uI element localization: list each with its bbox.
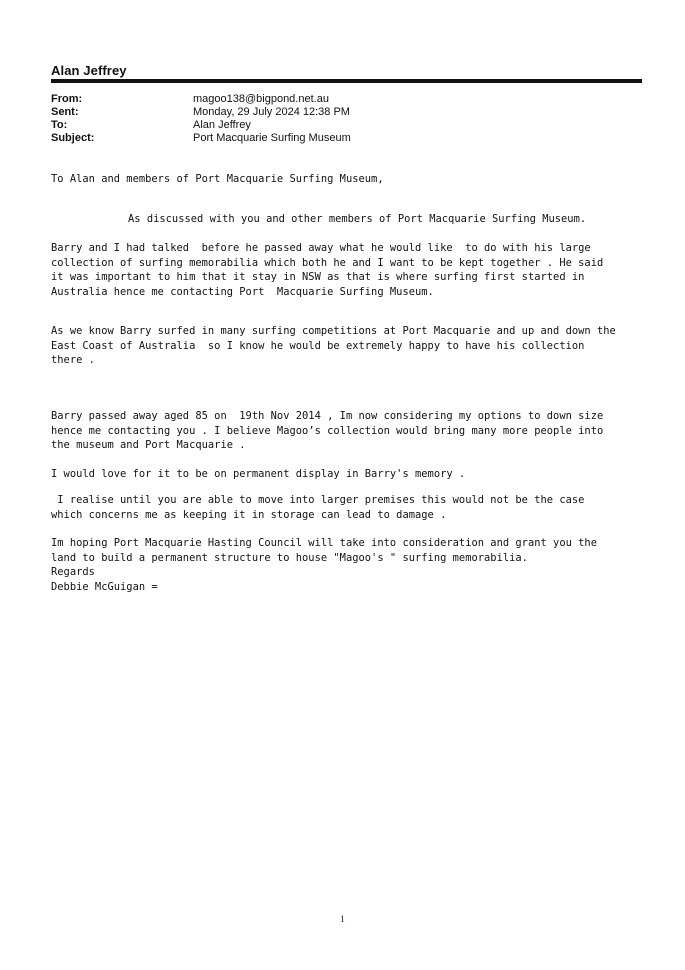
from-label: From: <box>51 93 83 105</box>
header-divider <box>51 79 642 83</box>
from-value: magoo138@bigpond.net.au <box>193 93 329 105</box>
mailbox-owner-name: Alan Jeffrey <box>51 63 127 78</box>
email-paragraph-3: As we know Barry surfed in many surfing competitions at Port Macquarie and up and down the East Coast of Australia so I know he would be extremely happy to have his collection there . <box>51 325 616 367</box>
sent-value: Monday, 29 July 2024 12:38 PM <box>193 106 350 118</box>
email-greeting: To Alan and members of Port Macquarie Surfing Museum, <box>51 173 384 185</box>
email-paragraph-2: Barry and I had talked before he passed away what he would like to do with his large collection of surfing memorabilia which both he and I want to be kept together . He said it was important to him that it stay in NSW as that is where surfing first started in Australia hence me contacting Port Macquarie Surfing Museum. <box>51 242 604 298</box>
email-headers <box>51 93 351 145</box>
email-paragraph-5: I would love for it to be on permanent display in Barry's memory . <box>51 468 466 480</box>
to-value: Alan Jeffrey <box>193 119 251 131</box>
subject-value: Port Macquarie Surfing Museum <box>193 132 351 144</box>
sent-label: Sent: <box>51 106 79 118</box>
header-row-subject <box>51 132 351 145</box>
email-paragraph-7-signoff: Im hoping Port Macquarie Hasting Council will take into consideration and grant you the land to build a permanent structure to house "Magoo's " surfing memorabilia. Regards Debbie McGuigan = <box>51 537 597 593</box>
to-label: To: <box>51 119 68 131</box>
page-number: 1 <box>340 914 345 924</box>
header-row-to <box>51 119 351 132</box>
email-paragraph-4: Barry passed away aged 85 on 19th Nov 2014 , Im now considering my options to down size hence me contacting you . I believe Magoo’s collection would bring many more people into the museum and Port Macquarie . <box>51 410 604 452</box>
email-paragraph-6: I realise until you are able to move into larger premises this would not be the case which concerns me as keeping it in storage can lead to damage . <box>51 494 585 521</box>
subject-label: Subject: <box>51 132 95 144</box>
header-row-sent <box>51 106 351 119</box>
email-paragraph-1: As discussed with you and other members of Port Macquarie Surfing Museum. <box>128 213 587 225</box>
header-row-from <box>51 93 351 106</box>
